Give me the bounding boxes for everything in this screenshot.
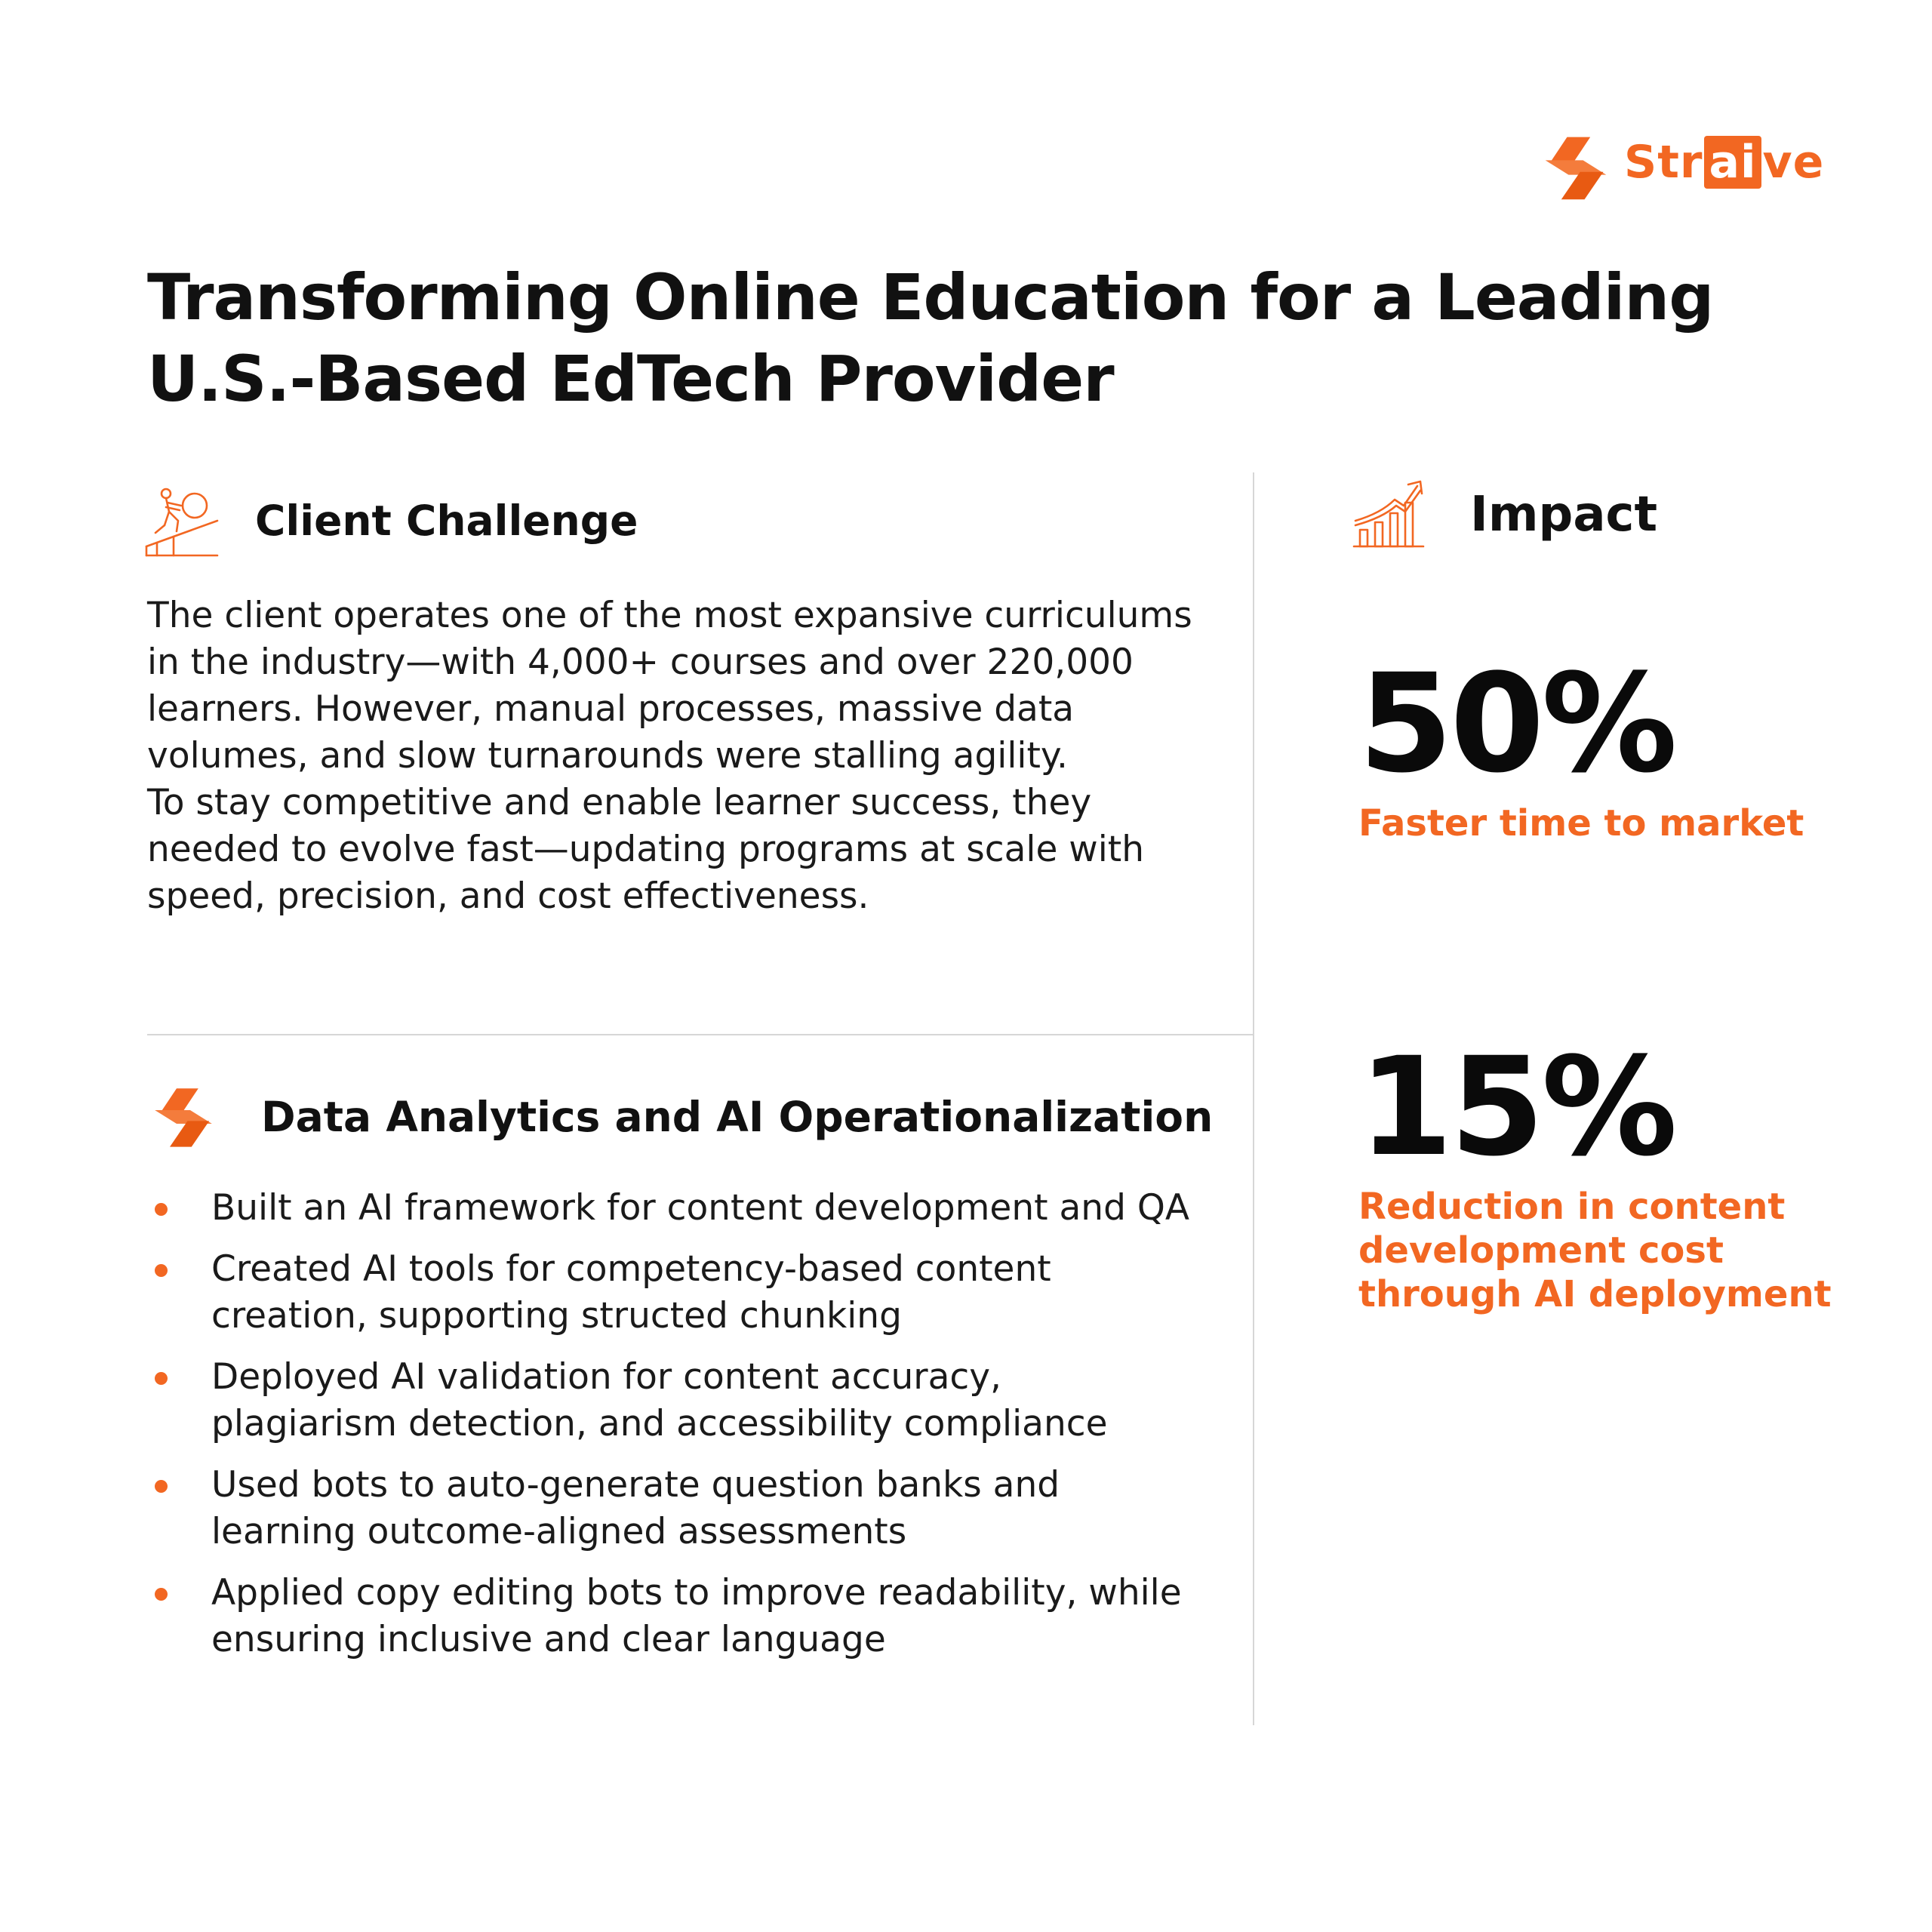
bullet-dot-icon — [155, 1203, 168, 1216]
impact-heading: Impact — [1470, 487, 1658, 543]
person-pushing-boulder-icon — [143, 483, 219, 558]
bullet-dot-icon — [155, 1480, 168, 1493]
challenge-line: learners. However, manual processes, massive data — [147, 688, 1075, 730]
challenge-line: The client operates one of the most expansive curriculums — [147, 595, 1192, 636]
challenge-line: in the industry—with 4,000+ courses and over 220,000 — [147, 641, 1134, 683]
list-item-text: Used bots to auto-generate question banks and — [211, 1464, 1060, 1506]
challenge-line: needed to evolve fast—updating programs at scale with — [147, 829, 1145, 870]
impact-stat — [1358, 645, 1804, 845]
list-item-text: learning outcome-aligned assessments — [211, 1511, 907, 1552]
bullet-dot-icon — [155, 1372, 168, 1385]
list-item-text: creation, supporting structed chunking — [211, 1295, 902, 1337]
logo-text-end: ve — [1762, 136, 1825, 189]
logo-text-start: Str — [1624, 136, 1703, 189]
page-title — [147, 257, 1732, 420]
stat-label-line: through AI deployment — [1358, 1273, 1832, 1315]
horizontal-divider — [147, 1034, 1253, 1035]
client-challenge-text — [147, 592, 1234, 920]
challenge-line: volumes, and slow turnarounds were stalling agility. — [147, 735, 1068, 777]
solution-bullet-list — [147, 1185, 1234, 1678]
bullet-dot-icon — [155, 1264, 168, 1277]
straive-bolt-icon — [149, 1083, 217, 1151]
challenge-line: speed, precision, and cost effectiveness. — [147, 875, 869, 917]
solution-header — [149, 1083, 1213, 1151]
challenge-line: To stay competitive and enable learner success, they — [147, 782, 1092, 823]
straive-bolt-icon — [1540, 131, 1612, 204]
list-item-text: plagiarism detection, and accessibility compliance — [211, 1403, 1108, 1444]
bullet-dot-icon — [155, 1588, 168, 1601]
growth-bar-chart-icon — [1351, 477, 1426, 552]
list-item — [147, 1462, 1234, 1555]
page-title-line-1: Transforming Online Education for a Leading — [147, 260, 1714, 334]
stat-value: 50% — [1358, 645, 1675, 803]
list-item-text: Created AI tools for competency-based content — [211, 1248, 1051, 1290]
stat-value: 15% — [1358, 1029, 1675, 1186]
list-item-text: ensuring inclusive and clear language — [211, 1619, 886, 1660]
stat-label — [1358, 1185, 1832, 1316]
list-item-text: Deployed AI validation for content accuracy, — [211, 1356, 1001, 1398]
page-title-line-2: U.S.-Based EdTech Provider — [147, 342, 1114, 416]
solution-heading: Data Analytics and AI Operationalization — [261, 1093, 1214, 1141]
list-item-text: Applied copy editing bots to improve readability, while — [211, 1572, 1182, 1614]
list-item — [147, 1354, 1234, 1447]
stat-label-line: development cost — [1358, 1229, 1724, 1272]
vertical-divider — [1253, 472, 1254, 1725]
stat-label — [1358, 801, 1804, 845]
client-challenge-heading: Client Challenge — [255, 497, 638, 545]
list-item — [147, 1185, 1234, 1232]
logo-text-ai-badge: ai — [1704, 136, 1761, 189]
stat-label-line: Reduction in content — [1358, 1186, 1786, 1228]
list-item — [147, 1570, 1234, 1663]
impact-header — [1351, 477, 1657, 552]
client-challenge-header — [143, 483, 638, 558]
list-item — [147, 1246, 1234, 1340]
straive-logo — [1540, 127, 1826, 202]
logo-wordmark — [1624, 136, 1824, 189]
stat-label-line: Faster time to market — [1358, 802, 1804, 844]
impact-stat — [1358, 1029, 1832, 1316]
list-item-text: Built an AI framework for content development and QA — [211, 1187, 1189, 1229]
